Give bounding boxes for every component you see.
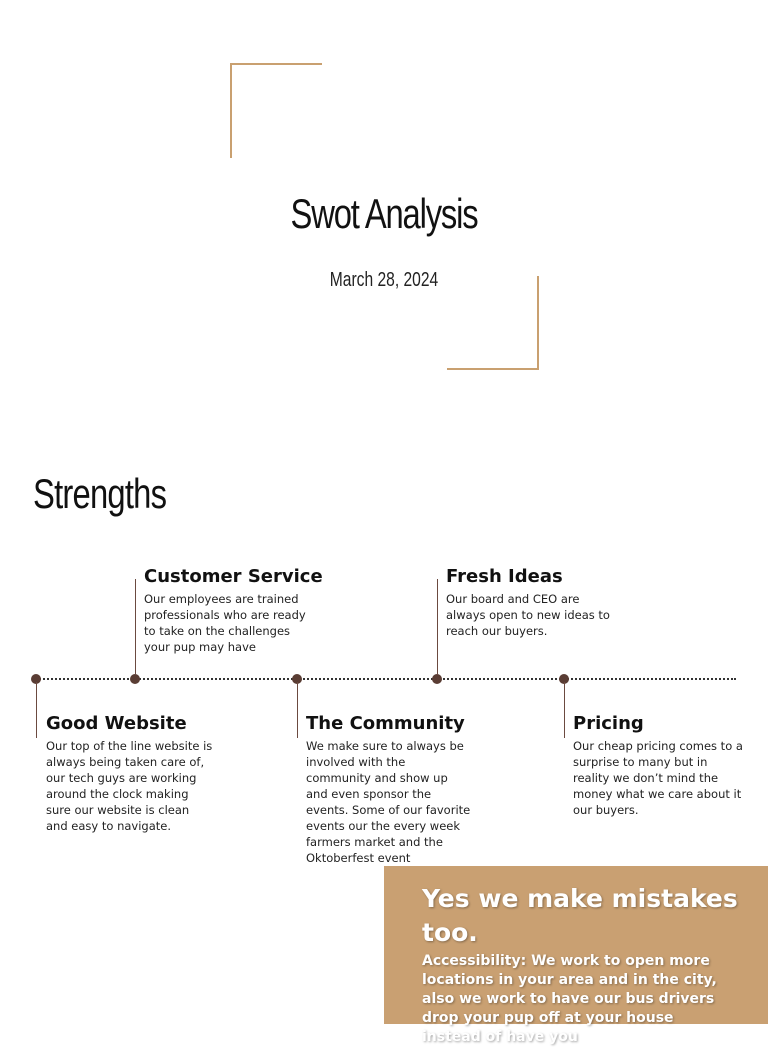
timeline-connector <box>36 682 37 738</box>
timeline-connector <box>564 682 565 738</box>
strength-item-title: Good Website <box>46 713 187 734</box>
timeline-dot <box>130 674 140 684</box>
strength-item-text: Our employees are trained professionals who are ready to take on the challenges your pup may have <box>144 592 306 654</box>
strength-item-text: Our board and CEO are always open to new ideas to reach our buyers. <box>446 592 610 638</box>
strength-item-the-community <box>306 713 472 866</box>
strength-item-text: Our top of the line website is always being taken care of, our tech guys are working around the clock making sure our website is clean and easy to navigate. <box>46 739 213 833</box>
strengths-heading: Strengths <box>33 470 167 517</box>
timeline-connector <box>135 579 136 675</box>
strength-item-title: Customer Service <box>144 566 323 587</box>
page-title: Swot Analysis <box>290 190 478 237</box>
strength-item-customer-service <box>144 566 323 655</box>
strength-item-text: Our cheap pricing comes to a surprise to many but in reality we don’t mind the money what we care about it our buyers. <box>573 739 743 817</box>
strength-item-title: Pricing <box>573 713 644 734</box>
strength-item-fresh-ideas <box>446 566 618 639</box>
strength-item-title: Fresh Ideas <box>446 566 563 587</box>
timeline-connector <box>297 682 298 738</box>
timeline-dot <box>432 674 442 684</box>
strength-item-good-website <box>46 713 214 834</box>
callout-text: Accessibility: We work to open more locations in your area and in the city, also we work to have our bus drivers drop your pup off at your house instead of have you <box>422 953 717 1045</box>
strength-item-title: The Community <box>306 713 465 734</box>
timeline-connector <box>437 579 438 675</box>
strength-item-text: We make sure to always be involved with the community and show up and even sponsor the events. Some of our favorite events our the every week farmers market and the Oktoberfest event <box>306 739 471 865</box>
timeline-line <box>36 678 736 680</box>
decorative-corner-top-left <box>230 63 322 158</box>
callout-title: Yes we make mistakes too. <box>422 884 738 947</box>
page-date: March 28, 2024 <box>329 269 439 291</box>
strength-item-pricing <box>573 713 743 818</box>
weaknesses-callout <box>384 866 768 1045</box>
